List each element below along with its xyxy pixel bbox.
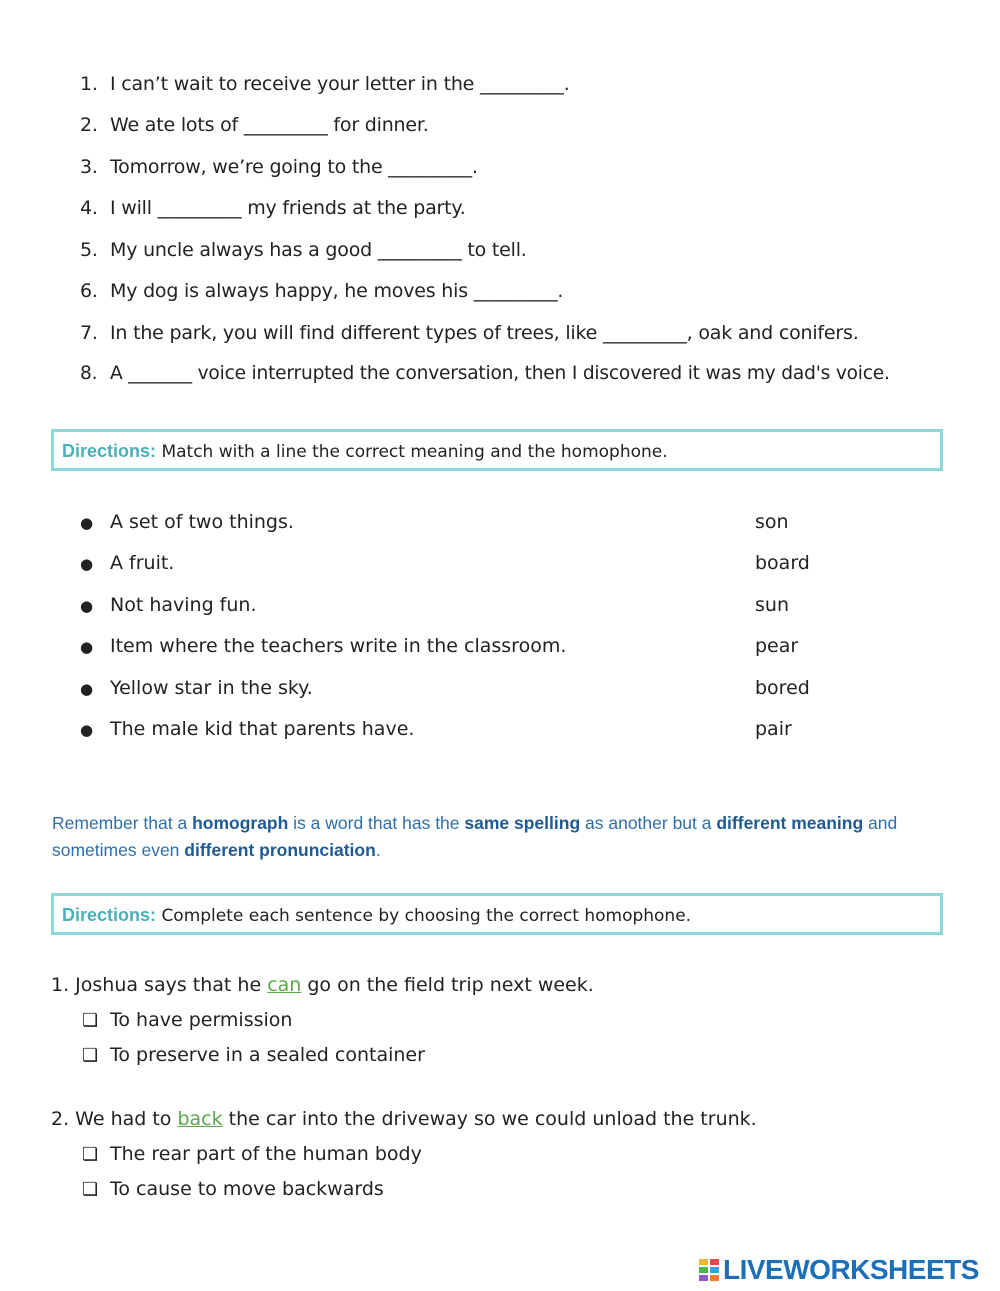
option-checkbox[interactable] <box>82 1142 422 1167</box>
directions-text: Complete each sentence by choosing the correct homophone. <box>161 906 692 926</box>
question-text: 1. Joshua says that he <box>51 974 268 996</box>
option-checkbox[interactable] <box>82 1177 384 1202</box>
match-row <box>80 717 960 742</box>
directions-box-complete <box>51 893 943 935</box>
homophone-word[interactable]: bored <box>755 677 810 699</box>
question-2 <box>51 1107 757 1131</box>
bullet-icon: ● <box>80 680 94 698</box>
match-row <box>80 634 960 659</box>
option-label: To preserve in a sealed container <box>110 1044 425 1066</box>
note-bold: different meaning <box>716 813 864 833</box>
checkbox-icon[interactable]: ❏ <box>82 1045 99 1066</box>
option-label: To cause to move backwards <box>110 1178 384 1200</box>
note-bold: homograph <box>192 813 289 833</box>
directions-text: Match with a line the correct meaning and the homophone. <box>161 442 668 462</box>
list-item <box>80 113 429 137</box>
option-label: The rear part of the human body <box>110 1143 422 1165</box>
item-number: 7. <box>80 322 98 344</box>
directions-label: Directions: <box>62 441 157 461</box>
note-text: and sometimes even <box>52 813 898 860</box>
item-text: A _______ voice interrupted the conversation, then I discovered it was my dad's voice. <box>110 363 890 384</box>
list-item <box>80 155 478 179</box>
meaning-text[interactable]: The male kid that parents have. <box>110 718 415 740</box>
list-item <box>80 321 859 345</box>
match-row <box>80 510 960 535</box>
bullet-icon: ● <box>80 638 94 656</box>
question-text: 2. We had to <box>51 1108 178 1130</box>
liveworksheets-logo <box>698 1254 979 1286</box>
match-row <box>80 676 960 701</box>
match-row <box>80 593 960 618</box>
item-number: 3. <box>80 156 98 178</box>
match-row <box>80 551 960 576</box>
logo-blocks-icon <box>698 1258 720 1282</box>
meaning-text[interactable]: Yellow star in the sky. <box>110 677 313 699</box>
bullet-icon: ● <box>80 597 94 615</box>
list-item <box>80 362 890 386</box>
meaning-text[interactable]: Not having fun. <box>110 594 257 616</box>
note-text: as another but a <box>580 813 717 833</box>
bullet-icon: ● <box>80 514 94 532</box>
question-text: go on the field trip next week. <box>301 974 594 996</box>
homophone-word[interactable]: pair <box>755 718 792 740</box>
note-bold: different pronunciation <box>184 840 376 860</box>
directions-label: Directions: <box>62 905 157 925</box>
note-text: . <box>375 840 381 860</box>
list-item <box>80 279 563 303</box>
item-number: 5. <box>80 239 98 261</box>
homophone-word[interactable]: sun <box>755 594 789 616</box>
note-text: Remember that a <box>52 813 193 833</box>
meaning-text[interactable]: A fruit. <box>110 552 175 574</box>
meaning-text[interactable]: A set of two things. <box>110 511 294 533</box>
list-item <box>80 238 527 262</box>
option-checkbox[interactable] <box>82 1008 292 1033</box>
item-text: My uncle always has a good _________ to tell. <box>110 239 527 261</box>
note-bold: same spelling <box>464 813 581 833</box>
option-checkbox[interactable] <box>82 1043 425 1068</box>
item-text: My dog is always happy, he moves his _________. <box>110 280 564 302</box>
list-item <box>80 196 466 220</box>
item-number: 8. <box>80 363 98 384</box>
item-number: 4. <box>80 197 98 219</box>
option-label: To have permission <box>110 1009 293 1031</box>
meaning-text[interactable]: Item where the teachers write in the classroom. <box>110 635 567 657</box>
homophone-word[interactable]: pear <box>755 635 799 657</box>
bullet-icon: ● <box>80 555 94 573</box>
highlighted-word: back <box>177 1108 223 1130</box>
item-text: We ate lots of _________ for dinner. <box>110 114 429 136</box>
highlighted-word: can <box>267 974 302 996</box>
note-text: is a word that has the <box>288 813 465 833</box>
item-text: Tomorrow, we’re going to the _________. <box>110 156 478 178</box>
item-number: 2. <box>80 114 98 136</box>
checkbox-icon[interactable]: ❏ <box>82 1144 99 1165</box>
item-text: I can’t wait to receive your letter in the _________. <box>110 73 570 95</box>
homophone-word[interactable]: son <box>755 511 789 533</box>
bullet-icon: ● <box>80 721 94 739</box>
list-item <box>80 72 570 96</box>
item-text: In the park, you will find different types of trees, like _________, oak and conifers. <box>110 322 859 344</box>
question-text: the car into the driveway so we could unload the trunk. <box>222 1108 757 1130</box>
homograph-note <box>52 810 952 864</box>
item-number: 6. <box>80 280 98 302</box>
directions-box-match <box>51 429 943 471</box>
checkbox-icon[interactable]: ❏ <box>82 1010 99 1031</box>
question-1 <box>51 973 594 997</box>
homophone-word[interactable]: board <box>755 552 810 574</box>
checkbox-icon[interactable]: ❏ <box>82 1179 99 1200</box>
brand-name: LIVEWORKSHEETS <box>723 1254 979 1285</box>
item-number: 1. <box>80 73 98 95</box>
item-text: I will _________ my friends at the party. <box>110 197 466 219</box>
